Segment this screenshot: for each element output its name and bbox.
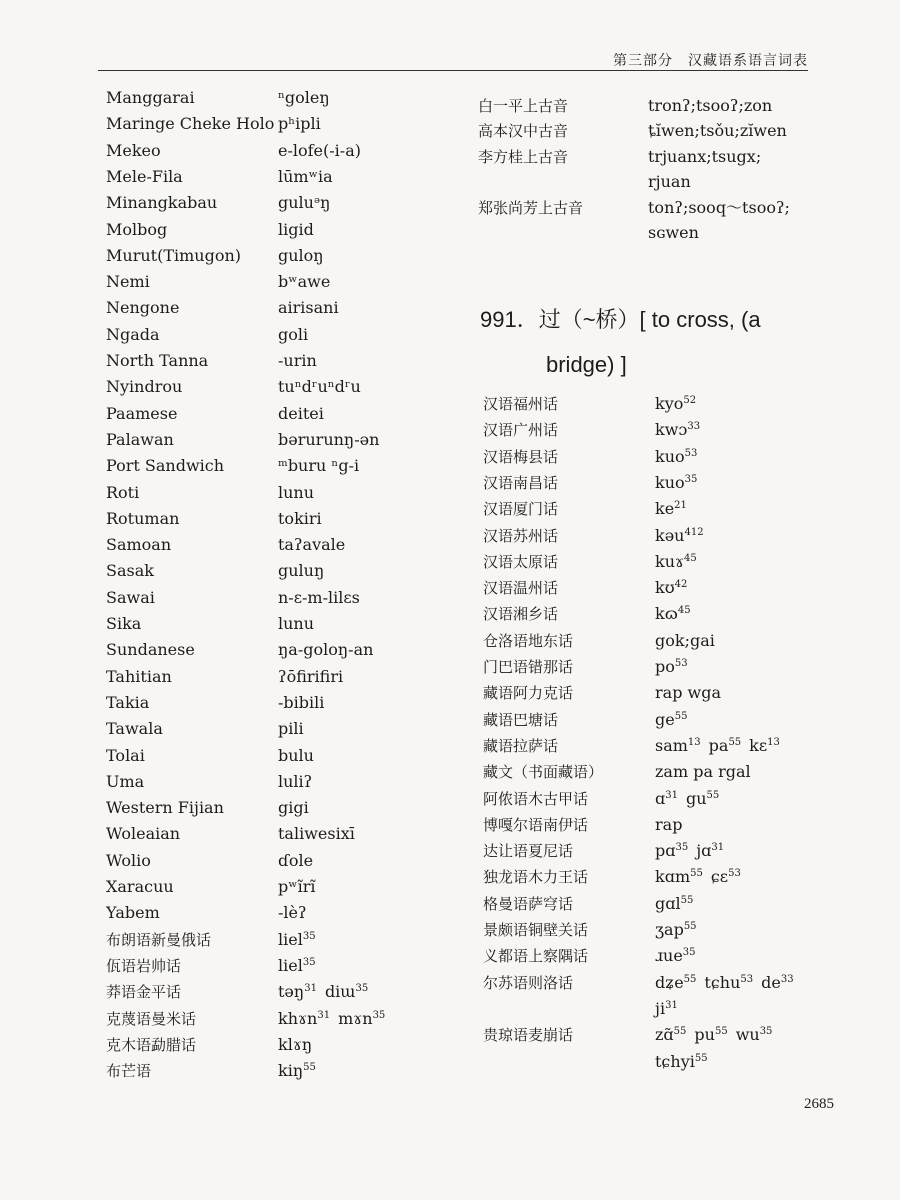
form-segment: -bibili [278,692,325,712]
form-segment: tuⁿdʳuⁿdʳu [278,377,361,397]
form-segment: dʑe [655,972,684,992]
tone-number: 55 [674,710,688,722]
language-name: 义都语上察隅话 [483,947,589,966]
word-form [655,578,687,598]
word-form [278,693,324,713]
language-name: Sawai [106,587,155,607]
form-segment: -urin [278,351,317,370]
word-form [648,121,787,141]
form-segment: ɑ [655,788,666,808]
word-form [278,588,360,608]
form-segment: ȶĭwen;tsǒu;zĭwen [648,121,787,141]
word-form [648,198,790,218]
form-segment: kiŋ [278,1061,304,1081]
word-form [278,719,304,739]
form-segment: wu [735,1025,760,1045]
word-form [655,973,794,993]
tone-number: 52 [683,395,697,406]
language-name: 李方桂上古音 [478,147,569,166]
form-segment: kʊ [655,578,675,598]
form-segment: gok;gai [655,630,715,650]
form-segment: luliʔ [278,771,313,791]
form-segment: po [655,657,675,676]
word-form [655,710,687,730]
word-form [278,483,314,503]
language-name: 阿侬语木古甲话 [483,789,589,808]
form-segment: goli [278,324,309,344]
form-segment: e-lofe(-i-a) [278,140,361,160]
language-name: Xaracuu [106,877,174,896]
form-segment: ɗole [278,850,314,870]
word-form [278,298,339,318]
tone-number: 31 [304,983,317,995]
form-segment: gɑl [655,893,681,913]
form-segment: airisani [278,298,339,318]
language-name: Maringe Cheke Holo [106,114,275,134]
language-name: Port Sandwich [106,456,225,476]
language-name: Roti [106,482,140,502]
form-segment: diɯ [324,982,356,1002]
form-segment: sɢwen [648,223,699,242]
word-form [278,351,317,371]
word-form [648,172,691,192]
form-segment: -lèʔ [278,903,307,923]
word-form [278,1035,312,1055]
form-segment: klɤŋ [278,1034,313,1054]
form-segment: kɑm [655,867,691,887]
tone-number: 55 [680,894,694,906]
language-name: Tolai [106,745,145,765]
word-form [278,88,330,108]
language-name: Woleaian [106,824,181,844]
form-segment: ɹue [655,946,683,966]
language-name: Rotuman [106,508,180,528]
form-segment: tronʔ;tsooʔ;zon [648,96,773,115]
tone-number: 53 [684,447,698,459]
form-segment: rap [655,814,683,834]
tone-number: 31 [665,789,678,801]
word-form [655,394,696,414]
word-form [655,447,697,467]
language-name: 白一平上古音 [478,97,569,115]
word-form [278,851,313,871]
language-name: 贵琼语麦崩话 [483,1026,574,1045]
word-form [655,815,682,835]
language-name: 布朗语新曼俄话 [106,930,212,949]
form-segment: liel [278,929,303,949]
form-segment: taʔavale [278,535,346,555]
word-form [278,877,316,897]
form-segment: ligid [278,219,314,239]
language-name: 达让语夏尼话 [483,842,574,861]
language-name: Minangkabau [106,193,218,213]
tone-number: 45 [684,552,697,564]
language-name: Wolio [106,850,151,870]
word-form [278,404,324,424]
word-form [655,1025,772,1045]
word-form [278,141,361,161]
tone-number: 35 [355,983,369,995]
word-form [278,220,314,240]
form-segment: ŋa-goloŋ-an [278,640,374,660]
language-name: Mekeo [106,140,161,160]
form-segment: guluᵊŋ [278,193,331,213]
word-form [278,167,333,187]
language-name: 尔苏语则洛话 [483,973,574,992]
form-segment: kwɔ [655,420,688,440]
form-segment: rjuan [648,172,691,192]
language-name: 独龙语木力王话 [483,868,589,887]
word-form [278,193,330,213]
language-name: 汉语梅县话 [483,447,559,466]
tone-number: 31 [317,1009,331,1021]
language-name: 汉语温州话 [483,579,559,598]
language-name: 景颇语铜壁关话 [483,921,589,939]
language-name: 汉语苏州话 [483,526,559,545]
word-form [278,1061,316,1081]
language-name: 藏语拉萨话 [483,736,559,755]
word-form [278,772,312,792]
language-name: North Tanna [106,351,209,370]
word-form [655,683,721,703]
language-name: Takia [106,692,150,712]
word-form [278,246,324,266]
word-form [278,640,373,660]
form-segment: kyo [655,394,684,413]
tone-number: 42 [674,579,688,591]
language-name: Samoan [106,535,172,555]
form-segment: tonʔ;sooq～tsooʔ; [648,197,790,217]
form-segment: de [761,972,781,992]
word-form [278,325,308,345]
language-name: Mele-Fila [106,166,183,186]
form-segment: pili [278,719,304,739]
form-segment: ʒap [655,920,684,939]
word-form [655,894,693,914]
form-segment: lunu [278,482,315,502]
tone-number: 55 [714,1026,728,1038]
form-segment: ᵐburu ⁿg-i [278,456,360,476]
language-name: Nyindrou [106,377,183,397]
word-form [655,946,696,966]
language-name: 藏文（书面藏语） [483,763,604,782]
word-form [278,377,361,397]
form-segment: pɑ [655,841,676,861]
word-form [278,982,368,1002]
language-name: Nengone [106,298,180,318]
tone-number: 55 [673,1026,687,1038]
word-form [278,903,307,923]
form-segment: pʰipli [278,114,321,134]
word-form [655,499,687,519]
tone-number: 55 [683,973,697,985]
form-segment: zɑ̃ [655,1025,674,1045]
word-form [278,509,322,529]
language-name: Yabem [106,903,160,923]
word-form [655,631,715,651]
word-form [655,999,678,1019]
word-form [648,147,761,167]
language-name: Molbog [106,219,168,239]
form-segment: kəu [655,525,685,545]
language-name: 布芒语 [106,1062,152,1081]
tone-number: 13 [767,736,780,748]
form-segment: deitei [278,403,324,423]
word-form [278,824,355,844]
form-segment: tɕhyi [655,1051,695,1071]
word-form [278,114,321,134]
tone-number: 412 [684,526,704,538]
form-segment: mɤn [338,1008,373,1028]
form-segment: gigi [278,798,309,818]
form-segment: pa [708,735,729,755]
word-form [648,223,699,243]
language-name: 藏语阿力克话 [483,684,574,703]
tone-number: 35 [302,956,316,968]
tone-number: 13 [687,736,701,748]
word-form [278,746,314,766]
word-form [655,420,700,440]
language-name: 克木语勐腊话 [106,1035,197,1054]
form-segment: ji [655,998,666,1018]
word-form [655,920,697,940]
tone-number: 53 [674,658,688,669]
language-name: 仓洛语地东话 [483,631,574,650]
form-segment: gu [685,788,707,808]
word-form [655,604,691,624]
language-name: 汉语太原话 [483,552,559,571]
form-segment: guluŋ [278,561,325,581]
word-form [655,1052,708,1072]
word-form [278,456,359,476]
form-segment: ʔōfirifiri [278,666,344,686]
language-name: Nemi [106,272,150,292]
form-segment: lunu [278,614,315,633]
tone-number: 55 [728,736,742,748]
form-segment: sam [655,735,688,755]
language-name: 高本汉中古音 [478,122,569,141]
form-segment: təŋ [278,982,305,1002]
tone-number: 35 [682,947,696,959]
form-segment: kuɤ [655,551,685,571]
language-name: 汉语厦门话 [483,500,559,519]
word-form [655,657,688,677]
language-name: Palawan [106,429,174,449]
form-segment: ɕɛ [710,867,729,887]
language-name: 藏语巴塘话 [483,710,559,729]
language-name: 郑张尚芳上古音 [478,198,584,217]
tone-number: 53 [740,973,754,985]
language-name: Paamese [106,403,178,423]
language-name: Tawala [106,719,163,739]
word-form [278,956,316,976]
tone-number: 55 [706,789,720,801]
language-name: Sasak [106,561,154,581]
word-form [278,561,324,581]
language-name: Uma [106,771,145,791]
form-segment: bərurunŋ-ən [278,429,380,449]
language-name: 汉语南昌话 [483,473,559,492]
tone-number: 33 [687,421,701,433]
language-name: Murut(Timugon) [106,245,241,265]
language-name: Tahitian [106,666,172,686]
form-segment: ke [655,499,675,519]
form-segment: pʷĩrĩ [278,877,316,896]
tone-number: 35 [302,930,316,942]
tone-number: 33 [780,973,794,985]
language-name: Western Fijian [106,798,224,818]
tone-number: 55 [683,921,697,932]
form-segment: taliwesixī [278,824,355,844]
form-segment: ⁿgoleŋ [278,88,330,107]
tone-number: 31 [665,999,678,1011]
language-name: Sundanese [106,640,195,660]
form-segment: khɤn [278,1008,318,1028]
tone-number: 35 [759,1026,773,1038]
form-segment: tɕhu [704,972,741,992]
word-form [655,841,724,861]
language-name: 莽语金平话 [106,983,182,1002]
form-segment: liel [278,955,303,975]
entry-heading: 991．过（~桥）[ to cross, (a [480,307,761,332]
word-form [278,667,343,687]
language-name: 汉语广州话 [483,421,559,440]
word-form [278,1009,385,1029]
word-form [655,762,751,782]
word-form [655,473,697,493]
word-form [278,430,379,450]
tone-number: 55 [694,1052,708,1064]
language-name: 克蔑语曼米话 [106,1009,197,1028]
tone-number: 55 [303,1062,316,1074]
tone-number: 35 [684,473,698,485]
language-name: 佤语岩帅话 [106,956,182,975]
running-header: 第三部分 汉藏语系语言词表 [613,53,808,69]
language-name: 门巴语错那话 [483,658,574,676]
form-segment: kɛ [749,735,768,755]
header-rule [98,70,808,71]
language-name: Ngada [106,324,160,344]
tone-number: 55 [690,868,703,880]
form-segment: jɑ [696,841,712,861]
form-segment: tokiri [278,508,322,528]
word-form [278,535,345,555]
form-segment: lūmʷia [278,166,333,186]
form-segment: kuo [655,446,685,466]
page-number: 2685 [804,1096,834,1112]
entry-heading-continued: bridge) ] [546,352,627,377]
tone-number: 35 [372,1009,386,1021]
word-form [655,789,719,809]
word-form [655,526,704,546]
word-form [655,736,780,756]
form-segment: bulu [278,745,314,765]
language-name: Sika [106,614,142,633]
language-name: Manggarai [106,88,195,107]
word-form [278,930,316,950]
form-segment: bʷawe [278,272,331,292]
form-segment: kuo [655,472,685,492]
form-segment: kɷ [655,604,678,624]
tone-number: 53 [728,868,741,880]
language-name: 博嘎尔语南伊话 [483,815,589,834]
language-name: 汉语福州话 [483,395,559,413]
form-segment: guloŋ [278,245,324,265]
word-form [278,798,309,818]
word-form [278,614,314,634]
form-segment: zam pa rgal [655,762,751,782]
form-segment: trjuanx;tsugx; [648,146,762,166]
form-segment: n-ɛ-m-lilɛs [278,587,360,607]
tone-number: 35 [675,842,689,854]
form-segment: ge [655,709,675,729]
form-segment: pu [694,1025,715,1045]
word-form [648,96,772,116]
form-segment: rap wga [655,683,721,703]
tone-number: 31 [711,842,725,854]
tone-number: 21 [674,500,687,512]
word-form [278,272,330,292]
word-form [655,552,697,572]
word-form [655,867,741,887]
tone-number: 45 [677,605,691,617]
language-name: 汉语湘乡话 [483,605,559,624]
language-name: 格曼语萨穹话 [483,894,574,913]
